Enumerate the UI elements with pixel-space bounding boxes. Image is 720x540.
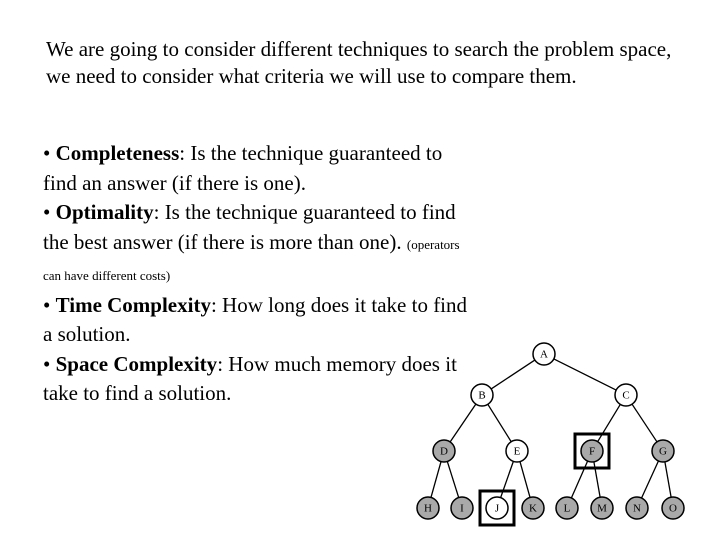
tree-node-h — [417, 497, 439, 519]
tree-node-k — [522, 497, 544, 519]
tree-node-label: M — [597, 502, 607, 515]
tree-node-f — [581, 440, 603, 462]
criterion-term: Space Complexity — [55, 351, 218, 376]
intro-paragraph: We are going to consider different techniques to search the problem space, we need to consider what criteria we will use to compare them. — [46, 37, 672, 88]
tree-edge-g-o — [665, 462, 671, 497]
tree-node-m — [591, 497, 613, 519]
bullet-mark: • — [43, 351, 51, 376]
bullet-mark: • — [43, 200, 51, 224]
bullet-mark: • — [43, 141, 51, 165]
tree-node-j — [486, 497, 508, 519]
tree-node-o — [662, 497, 684, 519]
criterion-term: Time Complexity — [55, 292, 211, 317]
tree-node-n — [626, 497, 648, 519]
tree-node-c — [615, 384, 637, 406]
bullet-mark: • — [43, 292, 51, 317]
tree-edge-b-d — [450, 404, 476, 442]
criterion-term: Optimality — [55, 200, 154, 224]
tree-node-label: G — [659, 445, 667, 458]
tree-node-i — [451, 497, 473, 519]
tree-node-label: O — [669, 502, 677, 515]
tree-node-l — [556, 497, 578, 519]
tree-node-label: F — [588, 445, 596, 458]
criterion-note: (operators can have different costs) — [43, 236, 460, 283]
tree-edge-d-h — [431, 462, 441, 498]
criterion-term: Completeness — [55, 141, 180, 165]
criterion-text: : Is the technique guaranteed to find an answer (if there is one). — [43, 141, 443, 195]
tree-node-label: J — [494, 502, 500, 515]
tree-edge-a-c — [554, 359, 616, 390]
tree-edge-d-i — [447, 461, 458, 497]
tree-node-d — [433, 440, 455, 462]
tree-node-label: C — [622, 389, 630, 402]
criterion-text: : How long does it take to find a solution. — [43, 292, 468, 346]
tree-node-label: N — [633, 502, 641, 515]
tree-edge-a-b — [491, 360, 535, 389]
tree-node-e — [506, 440, 528, 462]
tree-node-label: D — [440, 445, 448, 458]
tree-edge-e-k — [520, 462, 530, 498]
tree-node-label: H — [424, 502, 432, 515]
tree-edge-b-e — [488, 404, 511, 441]
tree-node-label: L — [563, 502, 571, 515]
tree-node-label: A — [540, 348, 548, 361]
tree-edge-c-g — [632, 404, 657, 442]
tree-node-label: E — [513, 445, 521, 458]
tree-node-b — [471, 384, 493, 406]
tree-node-label: I — [460, 502, 464, 515]
criterion-text: : Is the technique guaranteed to find the best answer (if there is more than one). — [43, 200, 456, 254]
tree-node-a — [533, 343, 555, 365]
tree-node-label: B — [478, 389, 486, 402]
criterion-text: : How much memory does it take to find a solution. — [43, 351, 457, 405]
tree-node-label: K — [529, 502, 537, 515]
tree-node-g — [652, 440, 674, 462]
tree-edge-g-n — [642, 461, 659, 498]
